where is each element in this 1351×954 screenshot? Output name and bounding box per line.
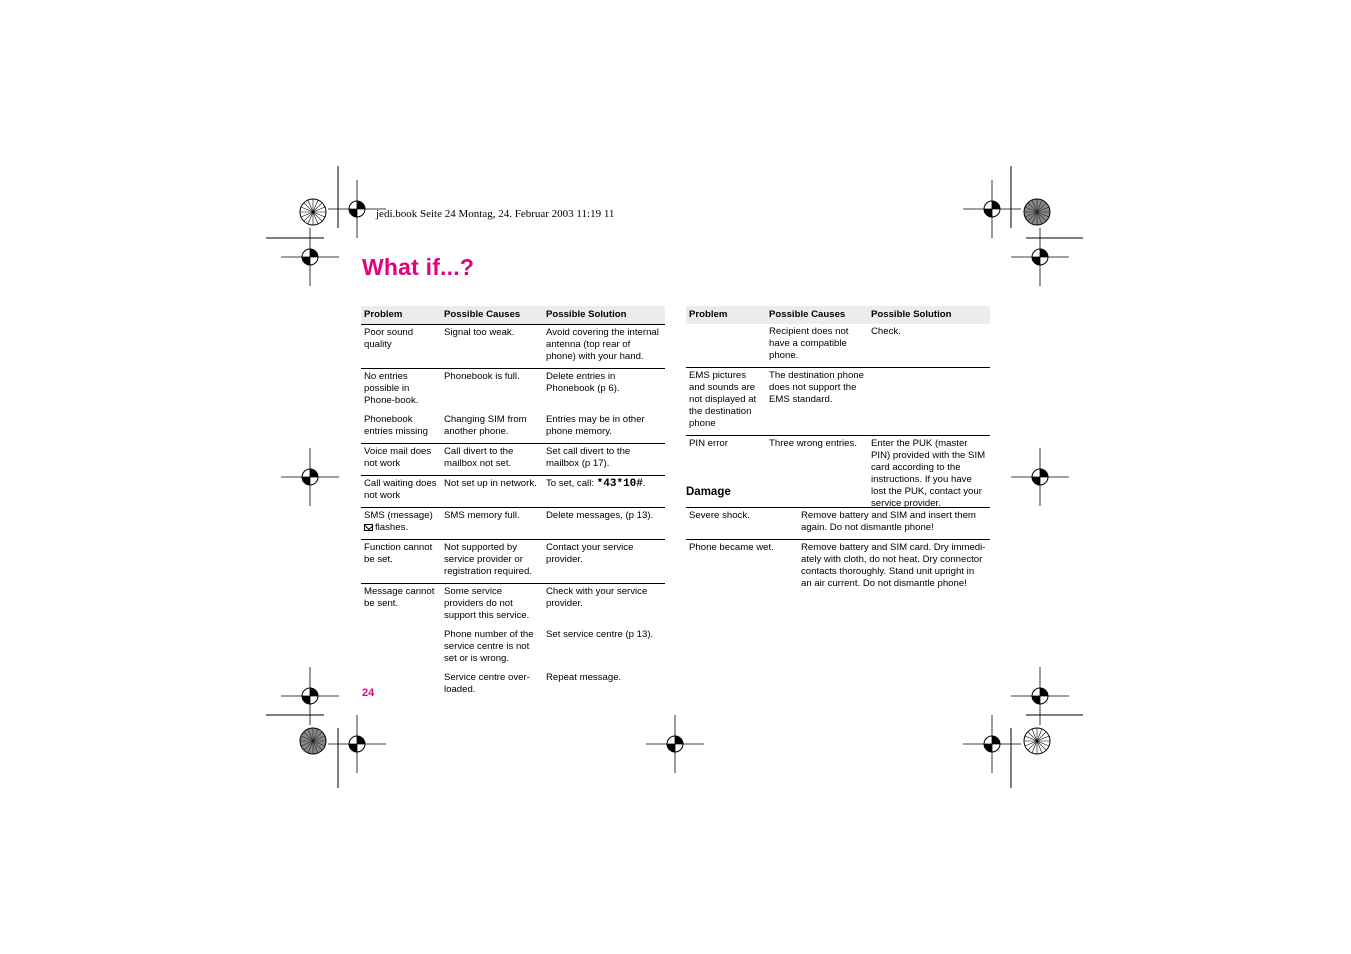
problem-text: SMS (message) [364,510,433,521]
column-header: Possible Causes [441,306,543,325]
cause-cell: SMS memory full. [441,508,543,540]
table-row [361,476,665,508]
solution-cell [868,368,990,436]
starburst-target-icon [1024,728,1050,754]
column-header: Problem [686,306,766,324]
problem-cell: Poor sound quality [361,325,441,369]
crosshair-target-icon [963,180,1021,238]
solution-cell: Avoid covering the internal antenna (top rear of phone) with your hand. [543,325,665,369]
cause-cell: Recipient does not have a compatible phone. [769,326,849,361]
cause-cell: Phonebook is full. [441,369,543,413]
cause-cell: Not supported by service provider or registration required. [441,540,543,584]
solution-cell: Check with your service provider. [543,584,665,628]
column-header: Possible Solution [868,306,990,324]
problem-text: flashes. [375,522,409,533]
starburst-target-icon [300,728,326,754]
table-row [361,444,665,476]
problem-cell [361,508,441,540]
damage-heading: Damage [686,486,731,498]
problem-cell: Function cannot be set. [361,540,441,584]
crosshair-target-icon [963,715,1021,773]
starburst-target-icon [300,199,326,225]
solution-cell: Enter the PUK (master PIN) provided with the SIM card according to the instructions. If you have lost the PUK, contact your service provider. [868,436,990,516]
table-row [361,670,665,701]
solution-cell [543,476,665,508]
table-row [686,508,990,540]
problem-cell: Voice mail does not work [361,444,441,476]
cause-cell: Service centre over-loaded. [444,672,530,695]
cause-cell: Not set up in network. [441,476,543,508]
problem-cell: EMS pictures and sounds are not displayed at the destination phone [686,368,766,436]
solution-text: To set, call: [546,478,594,489]
table-row [686,368,990,436]
crosshair-target-icon [1011,228,1069,286]
problem-cell: Message cannot be sent. [361,584,441,628]
problem-cell: Call waiting does not work [361,476,441,508]
damage-action-cell: Remove battery and SIM and insert them again. Do not dismantle phone! [798,508,990,540]
print-header: jedi.book Seite 24 Montag, 24. Februar 2003 11:19 11 [376,208,615,220]
crosshair-target-icon [646,715,704,773]
cause-cell: Changing SIM from another phone. [444,414,527,437]
problem-cell: No entries possible in Phone-book. [361,369,441,413]
troubleshooting-table-left [361,306,665,701]
envelope-icon [364,524,373,531]
page-number: 24 [362,687,375,699]
column-header: Possible Causes [766,306,868,324]
damage-type-cell: Phone became wet. [686,540,798,596]
cause-cell: Phone number of the service centre is not set or is wrong. [444,629,534,664]
cause-cell: Some service providers do not support this service. [441,584,543,628]
crosshair-target-icon [1011,667,1069,725]
solution-cell: Repeat message. [546,672,622,683]
cause-cell: Signal too weak. [441,325,543,369]
starburst-target-icon [1024,199,1050,225]
crosshair-target-icon [281,448,339,506]
table-row [686,540,990,596]
solution-cell: Entries may be in other phone memory. [546,414,645,437]
table-header-row [686,306,990,324]
troubleshooting-table-right [686,306,990,515]
solution-cell: Set service centre (p 13). [546,629,654,640]
table-row [361,369,665,413]
solution-punctuation: . [642,478,646,489]
problem-cell [361,627,441,670]
table-row [361,584,665,628]
solution-cell: Check. [871,326,901,337]
call-waiting-code: *43*10# [596,478,643,490]
column-header: Problem [361,306,441,325]
solution-cell: Contact your service provider. [543,540,665,584]
damage-type-cell: Severe shock. [686,508,798,540]
crosshair-target-icon [281,667,339,725]
table-row [361,540,665,584]
problem-cell: PIN error [686,436,766,516]
cause-cell: The destination phone does not support the EMS standard. [766,368,868,436]
solution-cell: Delete messages, (p 13). [543,508,665,540]
column-header: Possible Solution [543,306,665,325]
table-row [686,324,990,368]
problem-cell: Phonebook entries missing [364,414,428,437]
solution-cell: Set call divert to the mailbox (p 17). [543,444,665,476]
solution-cell: Delete entries in Phonebook (p 6). [543,369,665,413]
damage-action-cell: Remove battery and SIM card. Dry immedi-ately with cloth, do not heat. Dry connector contacts thoroughly. Stand unit upright in an air current. Do not dismantle phone! [798,540,990,596]
damage-table [686,507,990,595]
table-header-row [361,306,665,325]
table-row [361,627,665,670]
table-row [686,436,990,516]
crosshair-target-icon [1011,448,1069,506]
table-row [361,325,665,369]
cause-cell: Call divert to the mailbox not set. [441,444,543,476]
problem-cell [686,324,766,368]
crosshair-target-icon [281,228,339,286]
table-row [361,412,665,444]
cause-cell: Three wrong entries. [766,436,868,516]
page-title: What if...? [362,254,475,280]
table-row [361,508,665,540]
crosshair-target-icon [328,715,386,773]
